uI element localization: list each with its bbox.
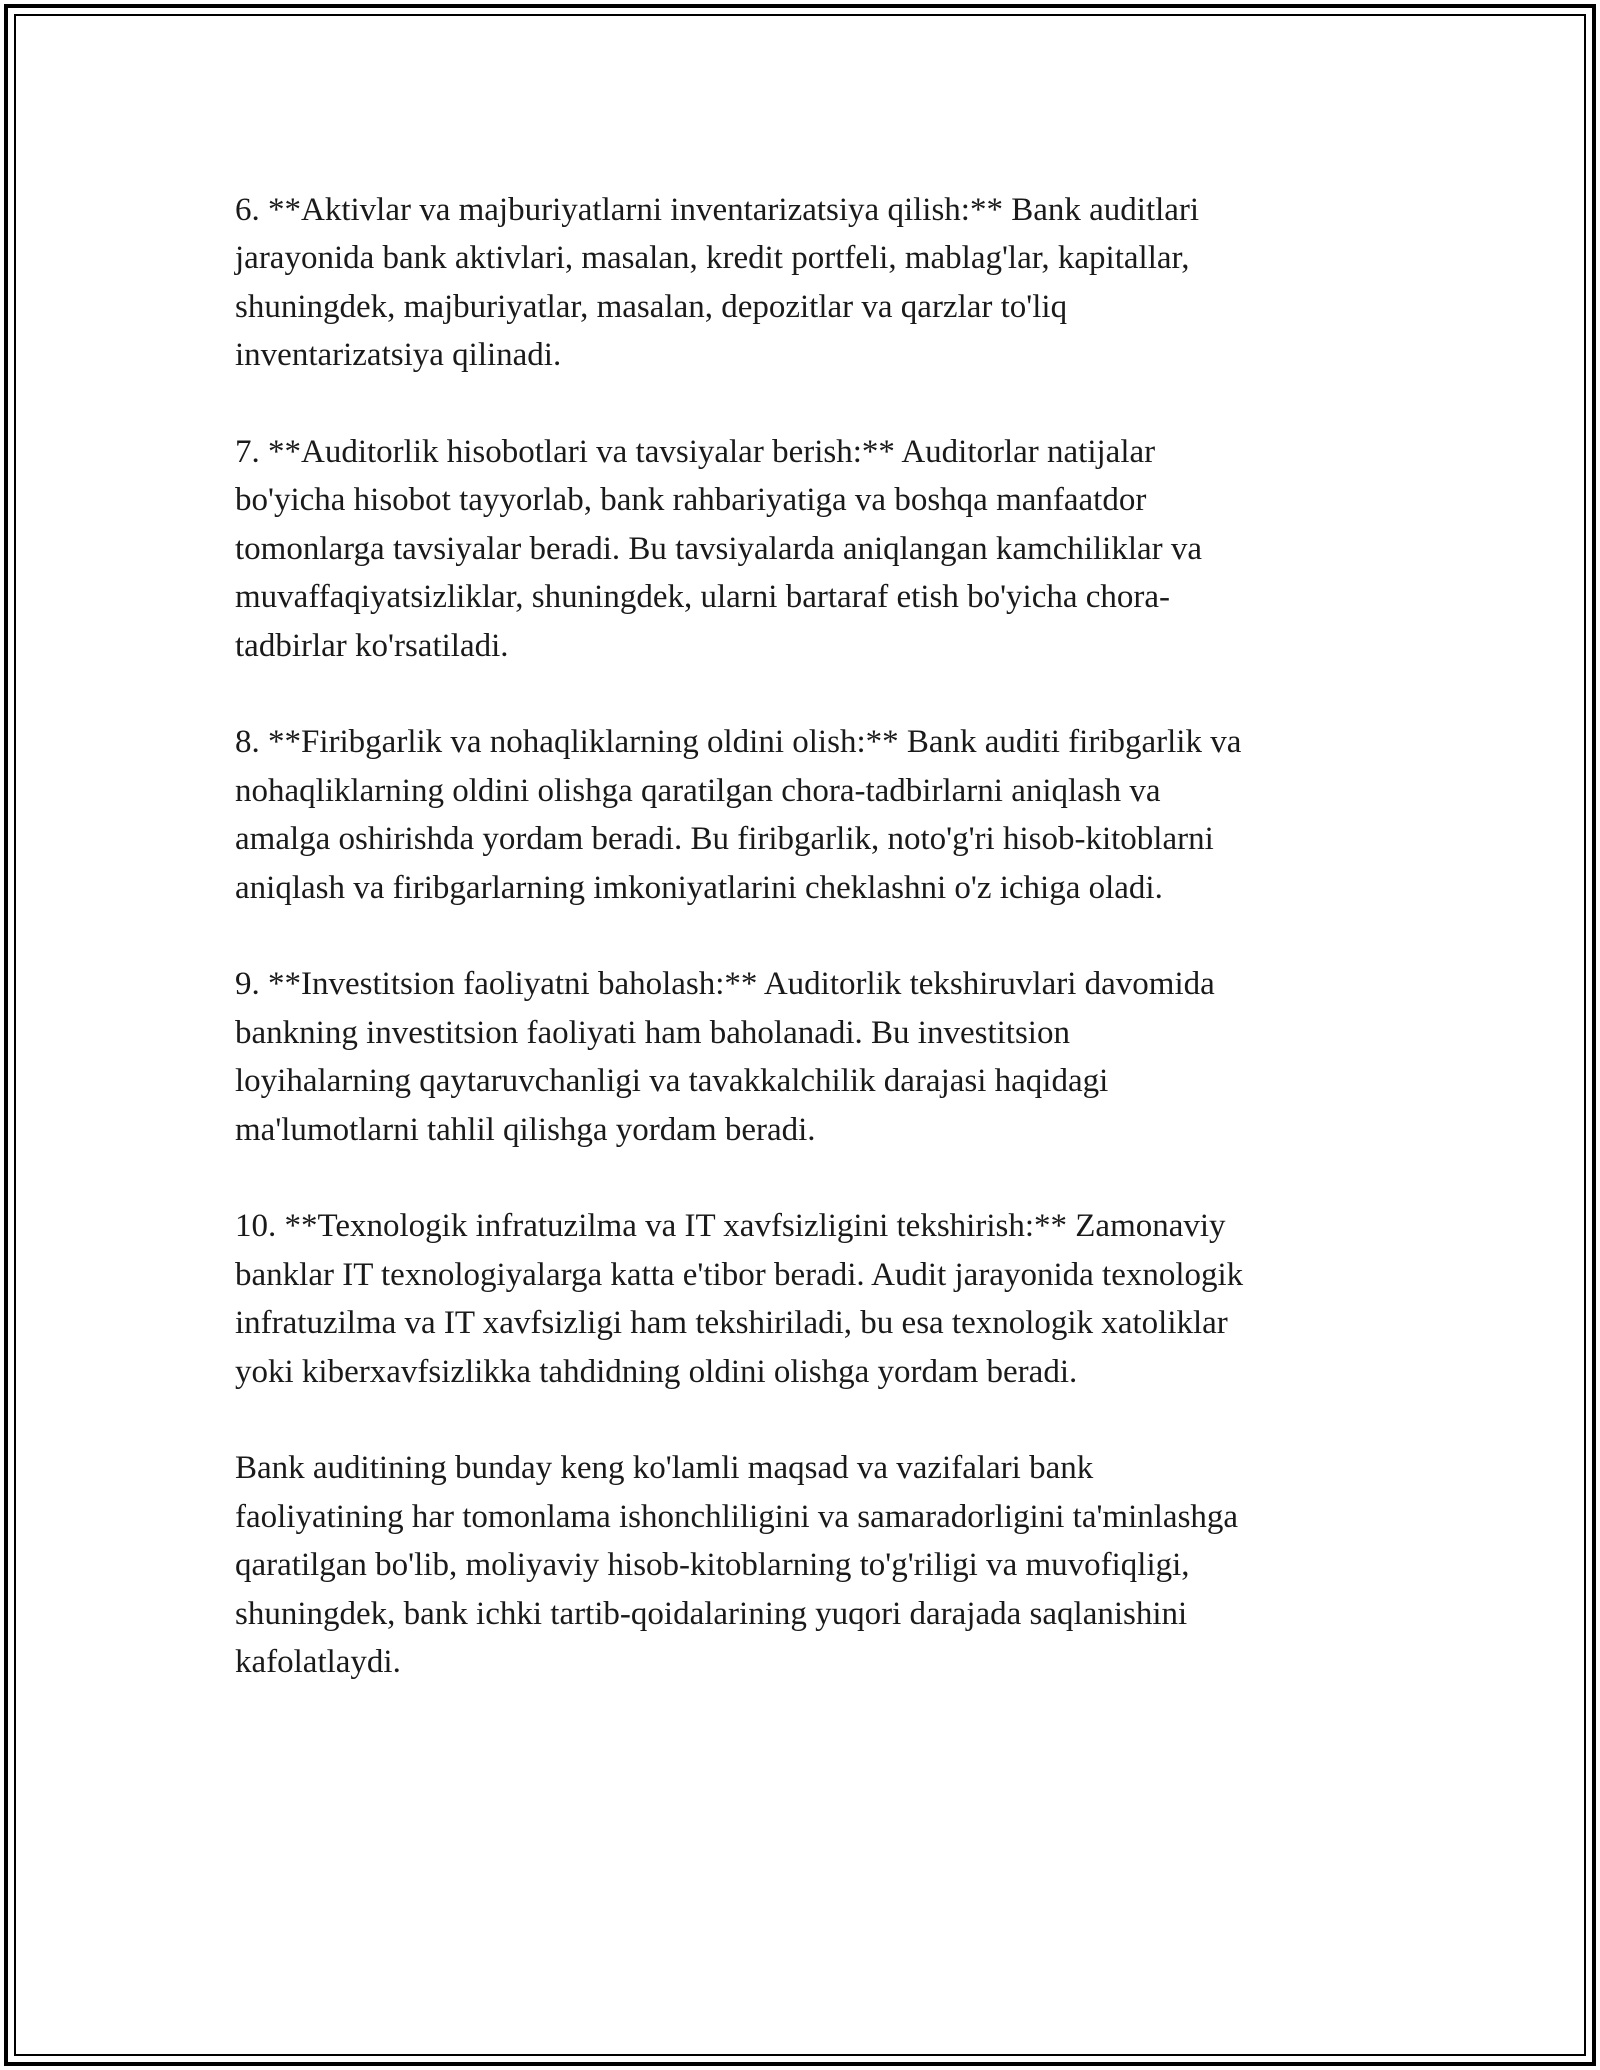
text-line: Bank auditining bunday keng ko'lamli maqsad va vazifalari bank bbox=[235, 1450, 1094, 1487]
text-line: tadbirlar ko'rsatiladi. bbox=[235, 627, 509, 664]
text-line: bo'yicha hisobot tayyorlab, bank rahbariyatiga va boshqa manfaatdor bbox=[235, 482, 1147, 519]
text-line: tomonlarga tavsiyalar beradi. Bu tavsiyalarda aniqlangan kamchiliklar va bbox=[235, 530, 1203, 567]
paragraph-item-8 bbox=[235, 718, 1375, 912]
text-line: nohaqliklarning oldini olishga qaratilgan chora-tadbirlarni aniqlash va bbox=[235, 772, 1161, 809]
text-line: jarayonida bank aktivlari, masalan, kredit portfeli, mablag'lar, kapitallar, bbox=[235, 240, 1190, 277]
paragraph-item-6 bbox=[235, 186, 1375, 380]
text-line: faoliyatining har tomonlama ishonchliligini va samaradorligini ta'minlashga bbox=[235, 1498, 1239, 1535]
paragraph-item-7 bbox=[235, 428, 1375, 670]
text-line: 6. **Aktivlar va majburiyatlarni inventarizatsiya qilish:** Bank auditlari bbox=[235, 192, 1200, 228]
text-line: banklar IT texnologiyalarga katta e'tibor beradi. Audit jarayonida texnologik bbox=[235, 1256, 1244, 1293]
paragraph-item-9 bbox=[235, 960, 1375, 1154]
text-line: muvaffaqiyatsizliklar, shuningdek, ularni bartaraf etish bo'yicha chora- bbox=[235, 579, 1171, 616]
text-line: shuningdek, bank ichki tartib-qoidalarining yuqori darajada saqlanishini bbox=[235, 1595, 1188, 1632]
text-line: yoki kiberxavfsizlikka tahdidning oldini olishga yordam beradi. bbox=[235, 1353, 1078, 1390]
text-line: 10. **Texnologik infratuzilma va IT xavfsizligini tekshirish:** Zamonaviy bbox=[235, 1208, 1226, 1245]
text-line: 9. **Investitsion faoliyatni baholash:** Auditorlik tekshiruvlari davomida bbox=[235, 966, 1215, 1003]
text-line: inventarizatsiya qilinadi. bbox=[235, 337, 562, 374]
text-line: 7. **Auditorlik hisobotlari va tavsiyalar berish:** Auditorlar natijalar bbox=[235, 434, 1156, 471]
paragraph-item-10 bbox=[235, 1202, 1375, 1396]
document-body bbox=[235, 186, 1375, 1735]
text-line: qaratilgan bo'lib, moliyaviy hisob-kitoblarning to'g'riligi va muvofiqligi, bbox=[235, 1547, 1190, 1584]
text-line: aniqlash va firibgarlarning imkoniyatlarini cheklashni o'z ichiga oladi. bbox=[235, 869, 1163, 906]
text-line: ma'lumotlarni tahlil qilishga yordam beradi. bbox=[235, 1111, 816, 1148]
text-line: 8. **Firibgarlik va nohaqliklarning oldini olish:** Bank auditi firibgarlik va bbox=[235, 724, 1242, 761]
text-line: kafolatlaydi. bbox=[235, 1644, 401, 1681]
text-line: loyihalarning qaytaruvchanligi va tavakkalchilik darajasi haqidagi bbox=[235, 1063, 1109, 1100]
text-line: infratuzilma va IT xavfsizligi ham tekshiriladi, bu esa texnologik xatoliklar bbox=[235, 1305, 1228, 1342]
text-line: amalga oshirishda yordam beradi. Bu firibgarlik, noto'g'ri hisob-kitoblarni bbox=[235, 821, 1214, 858]
text-line: bankning investitsion faoliyati ham baholanadi. Bu investitsion bbox=[235, 1014, 1070, 1051]
text-line: shuningdek, majburiyatlar, masalan, depozitlar va qarzlar to'liq bbox=[235, 288, 1068, 325]
paragraph-conclusion bbox=[235, 1444, 1375, 1686]
